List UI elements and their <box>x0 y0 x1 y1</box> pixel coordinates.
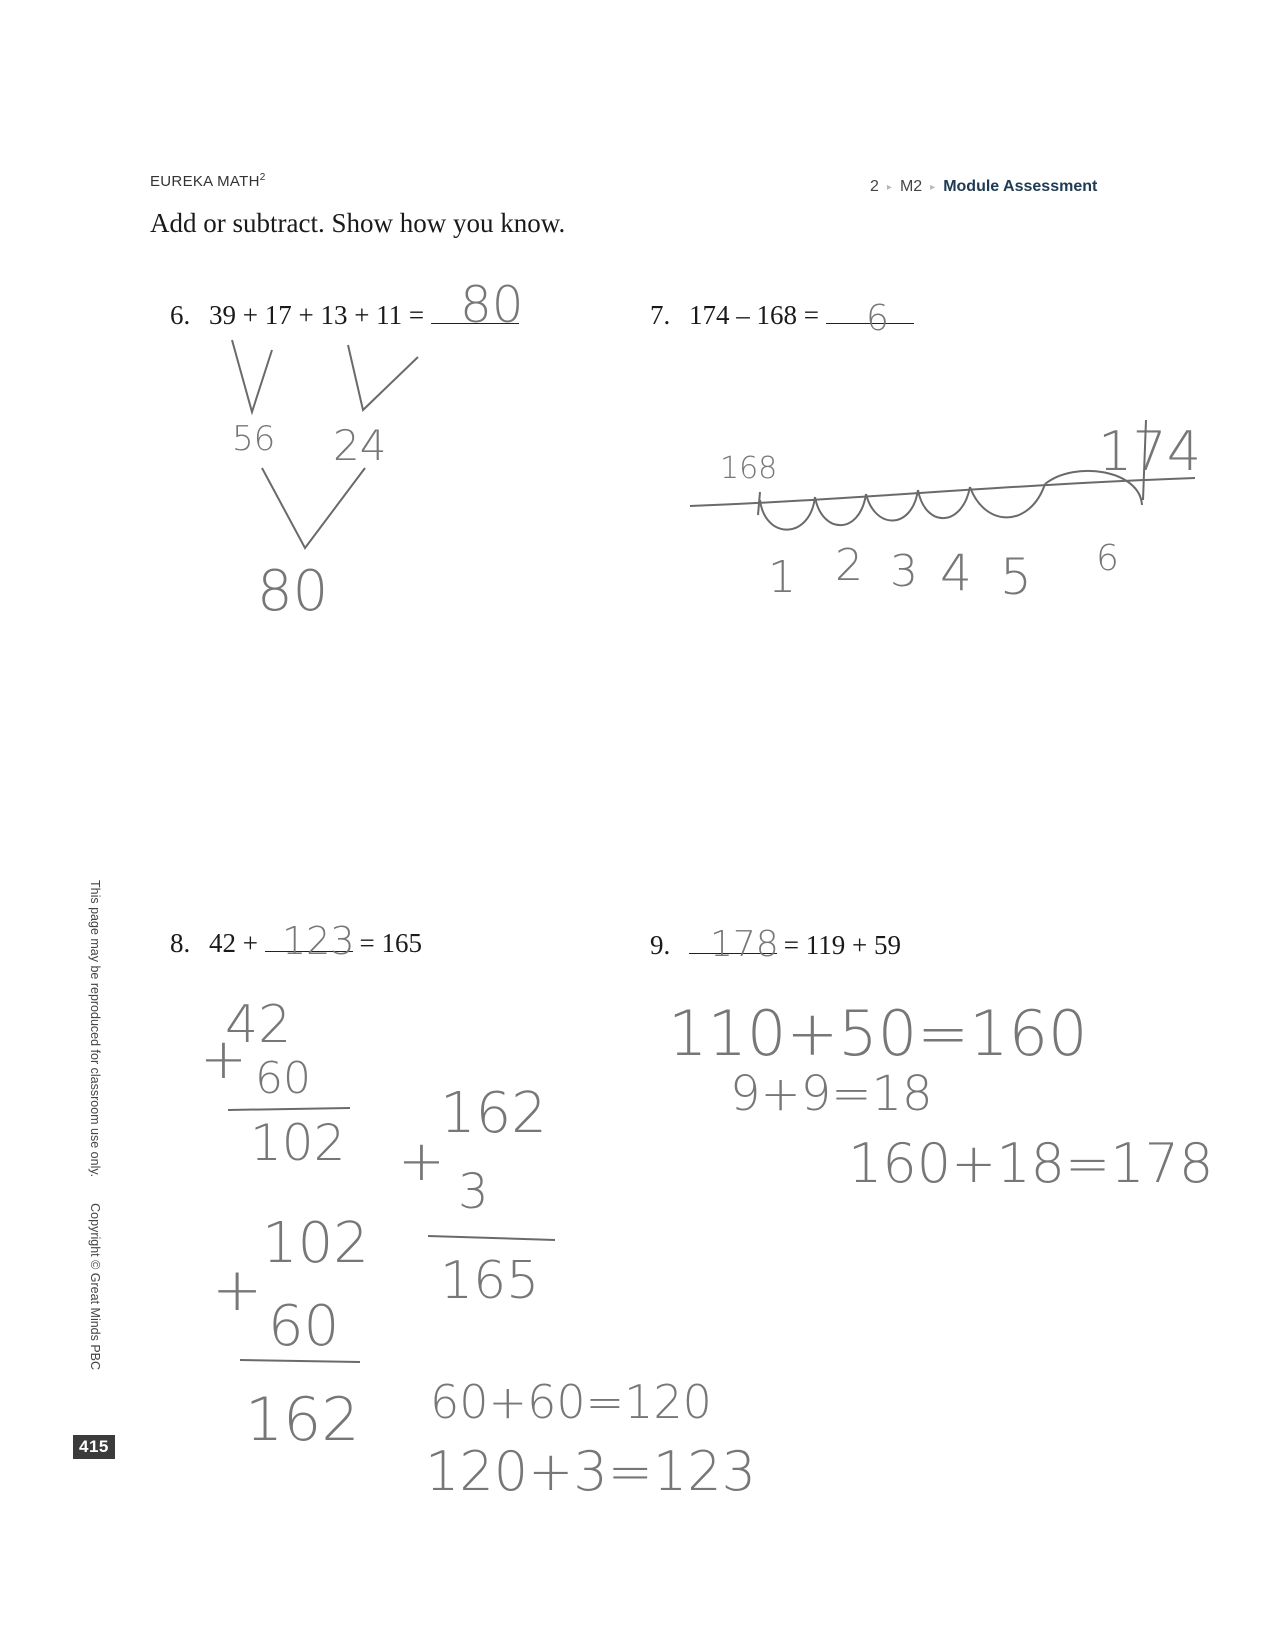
problem-expression: 39 + 17 + 13 + 11 = <box>209 300 425 330</box>
breadcrumb-section: Module Assessment <box>943 178 1098 195</box>
work-addend: 3 <box>458 1164 489 1220</box>
work-sum: 165 <box>440 1251 540 1311</box>
work-equation: 9+9=18 <box>730 1066 933 1122</box>
sum-line <box>428 1236 555 1240</box>
hop-label: 5 <box>1000 548 1032 606</box>
sum-line <box>240 1360 360 1362</box>
problem-8-work <box>200 995 756 1503</box>
work-equation: 120+3=123 <box>425 1440 756 1503</box>
hop-label: 6 <box>1096 538 1119 579</box>
work-addend: 60 <box>255 1053 311 1104</box>
problem-number: 7. <box>650 300 671 330</box>
problem-expression: 174 – 168 = <box>689 300 819 330</box>
answer-6-handwritten: 80 <box>460 276 524 334</box>
work-sum: 162 <box>245 1385 360 1455</box>
hop-label: 4 <box>940 544 972 602</box>
page-number: 415 <box>73 1435 115 1459</box>
plus-sign-icon: + <box>212 1255 263 1325</box>
problem-expression-right: = 165 <box>359 928 422 958</box>
number-line-start: 168 <box>720 451 778 486</box>
answer-7-handwritten: 6 <box>866 298 889 339</box>
plus-sign-icon: + <box>200 1027 247 1092</box>
work-addend: 162 <box>440 1081 547 1146</box>
hop-label: 1 <box>768 552 796 603</box>
partial-sum-1: 56 <box>232 419 276 459</box>
breadcrumb-grade: 2 <box>870 178 879 195</box>
bond-branch-3 <box>262 468 365 548</box>
hop-label: 2 <box>835 540 863 591</box>
work-sum: 102 <box>250 1114 346 1172</box>
bond-branch-1 <box>232 340 272 412</box>
breadcrumb-separator-icon: ▸ <box>930 181 936 193</box>
partial-sum-2: 24 <box>333 421 387 470</box>
problem-6-number-bond <box>232 340 418 624</box>
work-addend: 42 <box>225 995 292 1055</box>
work-addend: 60 <box>268 1294 340 1359</box>
problem-number: 6. <box>170 300 191 330</box>
work-equation: 160+18=178 <box>848 1132 1214 1195</box>
problem-expression-right: = 119 + 59 <box>783 930 901 960</box>
plus-sign-icon: + <box>398 1129 445 1194</box>
bond-total: 80 <box>257 559 329 624</box>
hop-label: 3 <box>890 546 918 597</box>
series-label: EUREKA MATH$^2$ <box>150 172 266 190</box>
work-equation: 60+60=120 <box>430 1375 712 1429</box>
breadcrumb-module: M2 <box>899 178 923 195</box>
instructions: Add or subtract. Show how you know. <box>150 208 566 238</box>
number-line-end: 174 <box>1098 420 1202 483</box>
problem-number: 8. <box>170 928 191 958</box>
answer-8-handwritten: 123 <box>282 919 355 963</box>
problem-7-number-line <box>690 420 1201 606</box>
problem-number: 9. <box>650 930 671 960</box>
work-equation: 110+50=160 <box>668 997 1088 1070</box>
problem-9-work <box>668 997 1213 1195</box>
problem-expression: 42 + <box>209 928 258 958</box>
bond-branch-2 <box>348 345 418 410</box>
breadcrumb-separator-icon: ▸ <box>886 181 892 193</box>
work-addend: 102 <box>262 1211 369 1276</box>
answer-9-handwritten: 178 <box>710 924 779 965</box>
copyright-notice: This page may be reproduced for classroom use only.Copyright © Great Minds PBC <box>88 880 102 1371</box>
sum-line <box>228 1108 350 1110</box>
